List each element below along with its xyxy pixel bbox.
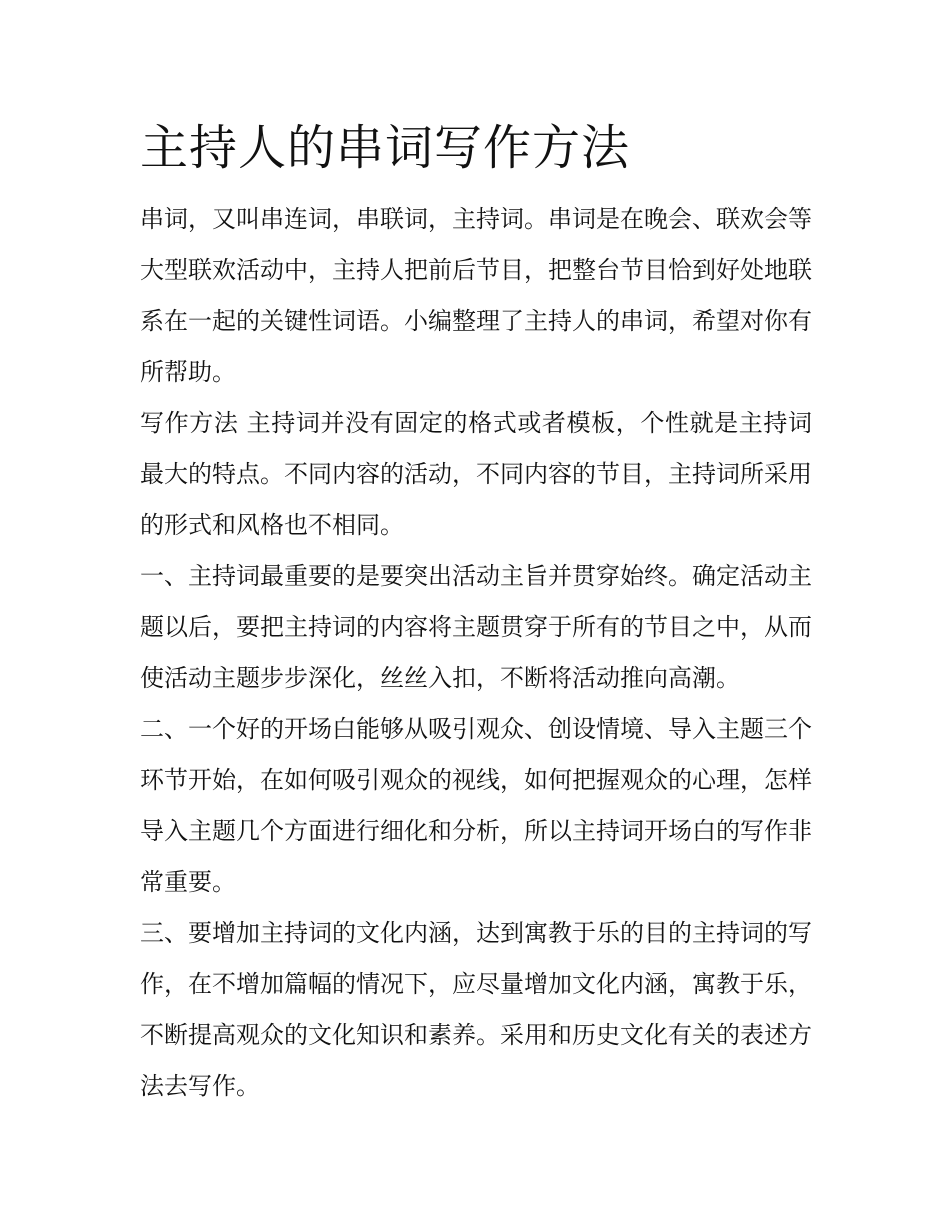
paragraph-intro: 串词，又叫串连词，串联词，主持词。串词是在晚会、联欢会等大型联欢活动中，主持人把前后节目，把整台节目恰到好处地联系在一起的关键性词语。小编整理了主持人的串词，希望对你有所帮助。 xyxy=(140,205,812,386)
document-page xyxy=(140,112,812,1112)
title-spacer xyxy=(140,184,812,194)
page-title: 主持人的串词写作方法 xyxy=(140,120,631,176)
paragraph-point-two: 二、一个好的开场白能够从吸引观众、创设情境、导入主题三个环节开始，在如何吸引观众的视线，如何把握观众的心理，怎样导入主题几个方面进行细化和分析，所以主持词开场白的写作非常重要。 xyxy=(140,715,812,896)
paragraph-point-one: 一、主持词最重要的是要突出活动主旨并贯穿始终。确定活动主题以后，要把主持词的内容将主题贯穿于所有的节目之中，从而使活动主题步步深化，丝丝入扣，不断将活动推向高潮。 xyxy=(140,562,812,692)
paragraph-point-three: 三、要增加主持词的文化内涵，达到寓教于乐的目的主持词的写作，在不增加篇幅的情况下，应尽量增加文化内涵，寓教于乐，不断提高观众的文化知识和素养。采用和历史文化有关的表述方法去写作。 xyxy=(140,919,812,1100)
paragraph-writing-method: 写作方法 主持词并没有固定的格式或者模板，个性就是主持词最大的特点。不同内容的活动，不同内容的节目，主持词所采用的形式和风格也不相同。 xyxy=(140,409,812,539)
